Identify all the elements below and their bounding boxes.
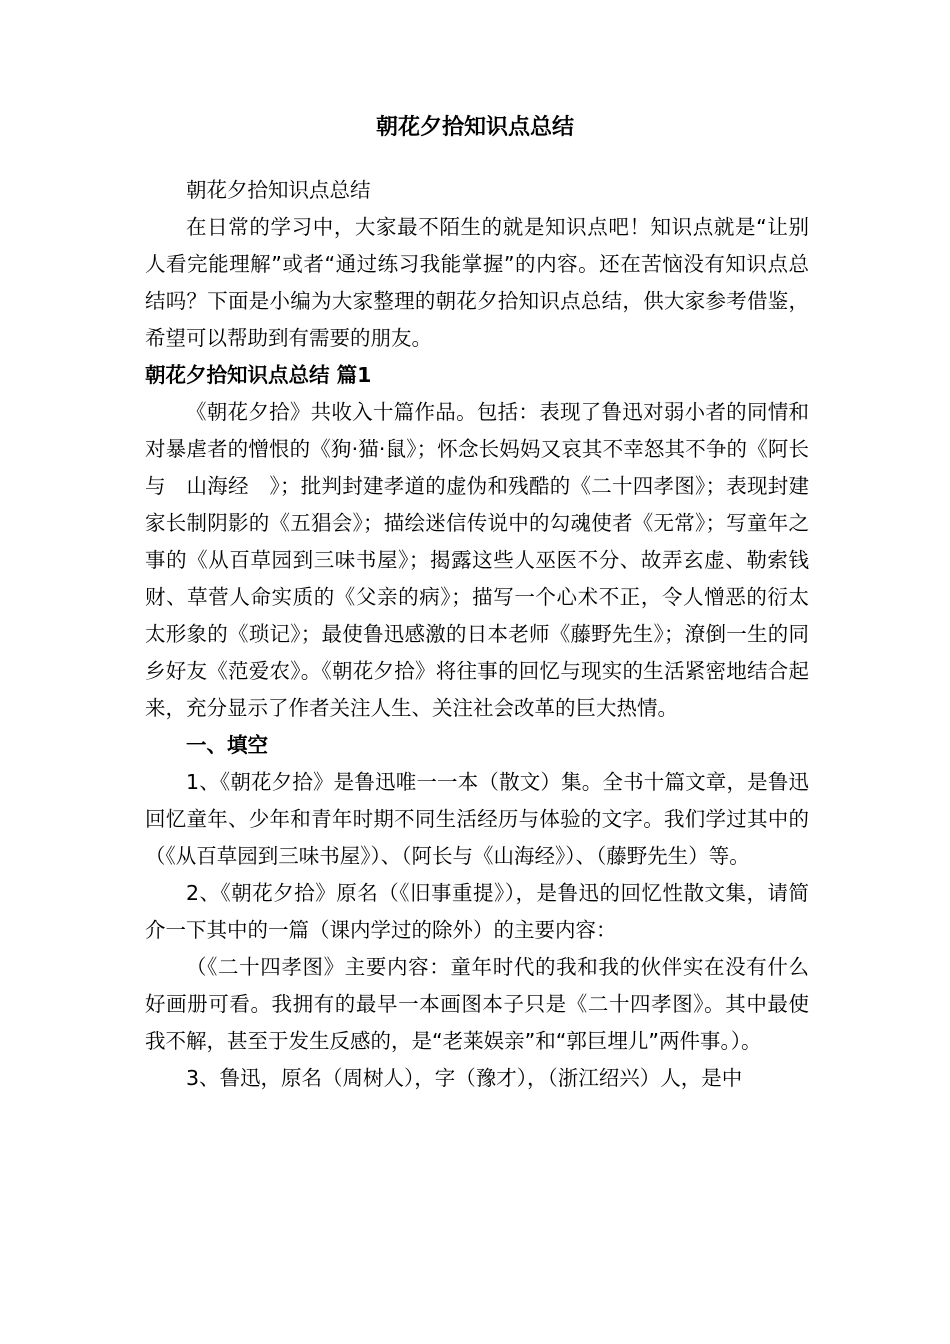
answer-item: （《二十四孝图》主要内容：童年时代的我和我的伙伴实在没有什么好画册可看。我拥有的最早一本画图本子只是《二十四孝图》。其中最使我不解，甚至于发生反感的，是“老莱娱亲”和“郭巨埋儿”两件事。）。 [145, 955, 809, 1053]
intro-subtitle: 朝花夕拾知识点总结 [186, 178, 371, 202]
question-item: 3、鲁迅，原名（周树人），字（豫才），（浙江绍兴）人，是中 [186, 1066, 743, 1090]
question-item: 2、《朝花夕拾》原名（《旧事重提》），是鲁迅的回忆性散文集，请简介一下其中的一篇（课内学过的除外）的主要内容： [145, 881, 809, 942]
intro-paragraph: 在日常的学习中，大家最不陌生的就是知识点吧！知识点就是“让别人看完能理解”或者“通过练习我能掌握”的内容。还在苦恼没有知识点总结吗？下面是小编为大家整理的朝花夕拾知识点总结，供大家参考借鉴，希望可以帮助到有需要的朋友。 [145, 215, 809, 350]
section-summary: 《朝花夕拾》共收入十篇作品。包括：表现了鲁迅对弱小者的同情和对暴虐者的憎恨的《狗·猫·鼠》；怀念长妈妈又哀其不幸怒其不争的《阿长与 山海经 》；批判封建孝道的虚伪和残酷的《二十四孝图》；表现封建家长制阴影的《五猖会》；描绘迷信传说中的勾魂使者《无常》；写童年之事的《从百草园到三味书屋》；揭露这些人巫医不分、故弄玄虚、勒索钱财、草菅人命实质的《父亲的病》；描写一个心术不正，令人憎恶的衍太太形象的《琐记》；最使鲁迅感激的日本老师《藤野先生》；潦倒一生的同乡好友《范爱农》。《朝花夕拾》将往事的回忆与现实的生活紧密地结合起来，充分显示了作者关注人生、关注社会改革的巨大热情。 [145, 400, 809, 720]
section-subheading: 一、填空 [186, 733, 268, 757]
section-heading: 朝花夕拾知识点总结 篇1 [145, 363, 372, 387]
question-item: 1、《朝花夕拾》是鲁迅唯一一本（散文）集。全书十篇文章，是鲁迅回忆童年、少年和青年时期不同生活经历与体验的文字。我们学过其中的（《从百草园到三味书屋》）、（阿长与《山海经》）、（藤野先生）等。 [145, 770, 809, 868]
document-title: 朝花夕拾知识点总结 [375, 115, 574, 140]
document-body [145, 172, 809, 1097]
